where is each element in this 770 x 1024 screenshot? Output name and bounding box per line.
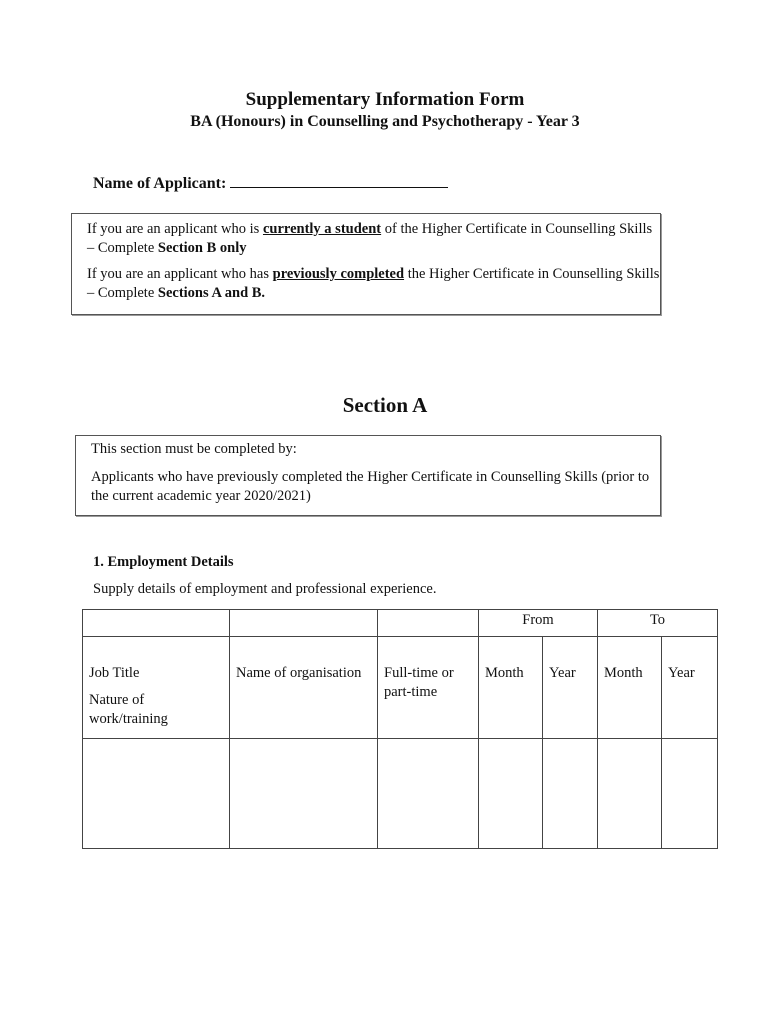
applicant-name-field[interactable] [230, 172, 448, 188]
section-a-note-box [75, 435, 661, 516]
from-header-label: From [522, 612, 554, 628]
applicant-name-label: Name of Applicant: [93, 175, 227, 192]
from-year-header [543, 637, 598, 739]
from-year-cell[interactable] [543, 739, 598, 849]
type-header [378, 637, 479, 739]
from-month-label: Month [485, 665, 524, 681]
table-row [83, 739, 718, 849]
to-year-label: Year [668, 665, 695, 681]
table-cell [230, 610, 378, 637]
employment-heading: 1. Employment Details [93, 554, 234, 570]
from-month-cell[interactable] [479, 739, 543, 849]
organisation-header [230, 637, 378, 739]
to-month-cell[interactable] [598, 739, 662, 849]
instruction-current-student [87, 220, 660, 258]
employment-table [82, 609, 718, 849]
to-header-label: To [649, 612, 666, 628]
instruction-section-ref: Section B only [157, 240, 247, 256]
job-title-header [83, 637, 230, 739]
instruction-section-ref: Sections A and B. [157, 285, 266, 301]
form-subtitle: BA (Honours) in Counselling and Psychotherapy - Year 3 [190, 113, 580, 130]
from-year-label: Year [549, 665, 576, 681]
type-cell[interactable] [378, 739, 479, 849]
table-column-header-row [83, 637, 718, 739]
instruction-emphasis: previously completed [272, 266, 405, 282]
employment-description: Supply details of employment and professional experience. [93, 581, 437, 597]
job-title-label: Job Title [89, 665, 140, 681]
applicant-name-row [93, 172, 448, 193]
section-a-note-line1: This section must be completed by: [91, 441, 297, 457]
type-label: Full-time or part-time [384, 665, 454, 700]
instructions-box [71, 213, 661, 315]
instruction-text: of the Higher Certificate in Counselling Skills – Complete [87, 221, 653, 256]
from-month-header [479, 637, 543, 739]
to-header [598, 610, 718, 637]
table-group-header-row [83, 610, 718, 637]
instruction-text: If you are an applicant who has [87, 266, 273, 282]
to-month-header [598, 637, 662, 739]
organisation-label: Name of organisation [236, 665, 362, 681]
nature-label: Nature of work/training [89, 692, 168, 727]
to-year-cell[interactable] [662, 739, 718, 849]
instruction-emphasis: currently a student [262, 221, 382, 237]
from-header [479, 610, 598, 637]
to-year-header [662, 637, 718, 739]
section-a-note-line2: Applicants who have previously completed the Higher Certificate in Counselling Skills (prior to the current academic year 2020/2021) [91, 469, 650, 504]
table-cell [83, 610, 230, 637]
table-cell [378, 610, 479, 637]
organisation-cell[interactable] [230, 739, 378, 849]
instruction-text: If you are an applicant who is [87, 221, 263, 237]
instruction-previous-student [87, 265, 660, 303]
section-a-title: Section A [342, 393, 428, 417]
job-title-cell[interactable] [83, 739, 230, 849]
instruction-text: the Higher Certificate in Counselling Skills – Complete [87, 266, 660, 301]
form-title: Supplementary Information Form [245, 89, 525, 110]
to-month-label: Month [604, 665, 643, 681]
